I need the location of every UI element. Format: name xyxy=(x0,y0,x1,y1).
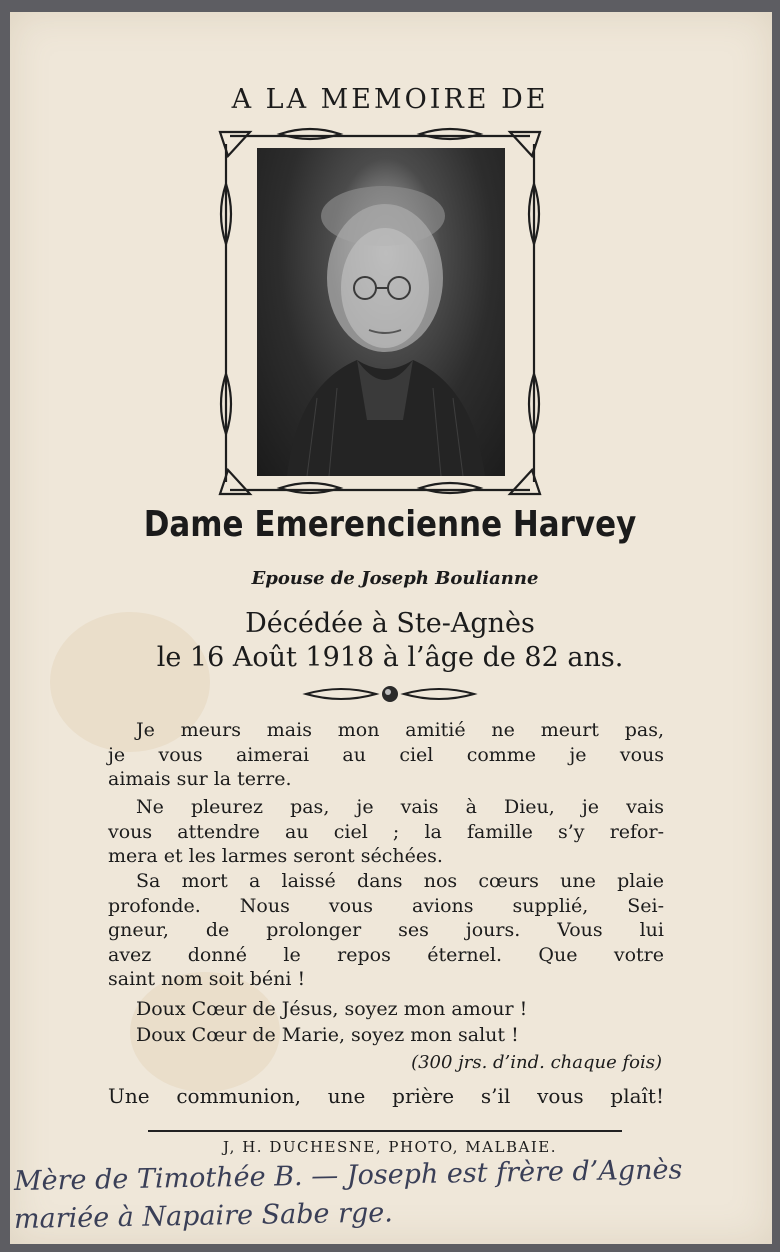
verse-line: Ne pleurez pas, je vais à Dieu, je vais xyxy=(136,796,664,818)
verse-line: aimais sur la terre. xyxy=(108,768,292,790)
verse-line: avez donné le repos éternel. Que votre xyxy=(108,943,664,966)
verse-line: profonde. Nous vous avions supplié, Sei- xyxy=(108,894,664,917)
handwritten-note-line-2: mariée à Napaire Sabe rge. xyxy=(13,1197,394,1235)
handwritten-note-line-1: Mère de Timothée B. — Joseph est frère d’Agnès xyxy=(13,1154,683,1197)
verse-line: saint nom soit béni ! xyxy=(108,968,306,990)
verse-line: Je meurs mais mon amitié ne meurt pas, xyxy=(136,719,664,741)
portrait-photo xyxy=(257,148,505,476)
verse-line: Sa mort a laissé dans nos cœurs une plaie xyxy=(136,870,664,892)
verse-paragraph-2 xyxy=(108,795,664,869)
indulgence-note: (300 jrs. d’ind. chaque fois) xyxy=(411,1052,662,1073)
printer-rule xyxy=(148,1130,622,1132)
communion-request: Une communion, une prière s’il vous plaît! xyxy=(108,1084,664,1108)
verse-paragraph-3 xyxy=(108,869,664,992)
prayer-marie: Doux Cœur de Marie, soyez mon salut ! xyxy=(136,1024,519,1046)
verse-line: vous attendre au ciel ; la famille s’y refor- xyxy=(108,820,664,843)
printer-credit: J, H. DUCHESNE, PHOTO, MALBAIE. xyxy=(223,1138,557,1156)
death-place: Décédée à Ste-Agnès xyxy=(245,608,535,639)
death-date-age: le 16 Août 1918 à l’âge de 82 ans. xyxy=(156,642,624,673)
ornament-divider xyxy=(300,682,480,706)
verse-line: gneur, de prolonger ses jours. Vous lui xyxy=(108,919,664,941)
verse-line: je vous aimerai au ciel comme je vous xyxy=(108,743,664,766)
deceased-name: Dame Emerencienne Harvey xyxy=(143,504,637,545)
prayer-jesus: Doux Cœur de Jésus, soyez mon amour ! xyxy=(136,998,528,1020)
spouse-line: Epouse de Joseph Boulianne xyxy=(251,568,539,589)
verse-paragraph-1 xyxy=(108,718,664,792)
verse-line: mera et les larmes seront séchées. xyxy=(108,845,443,867)
memorial-heading: A LA MEMOIRE DE xyxy=(231,84,549,115)
